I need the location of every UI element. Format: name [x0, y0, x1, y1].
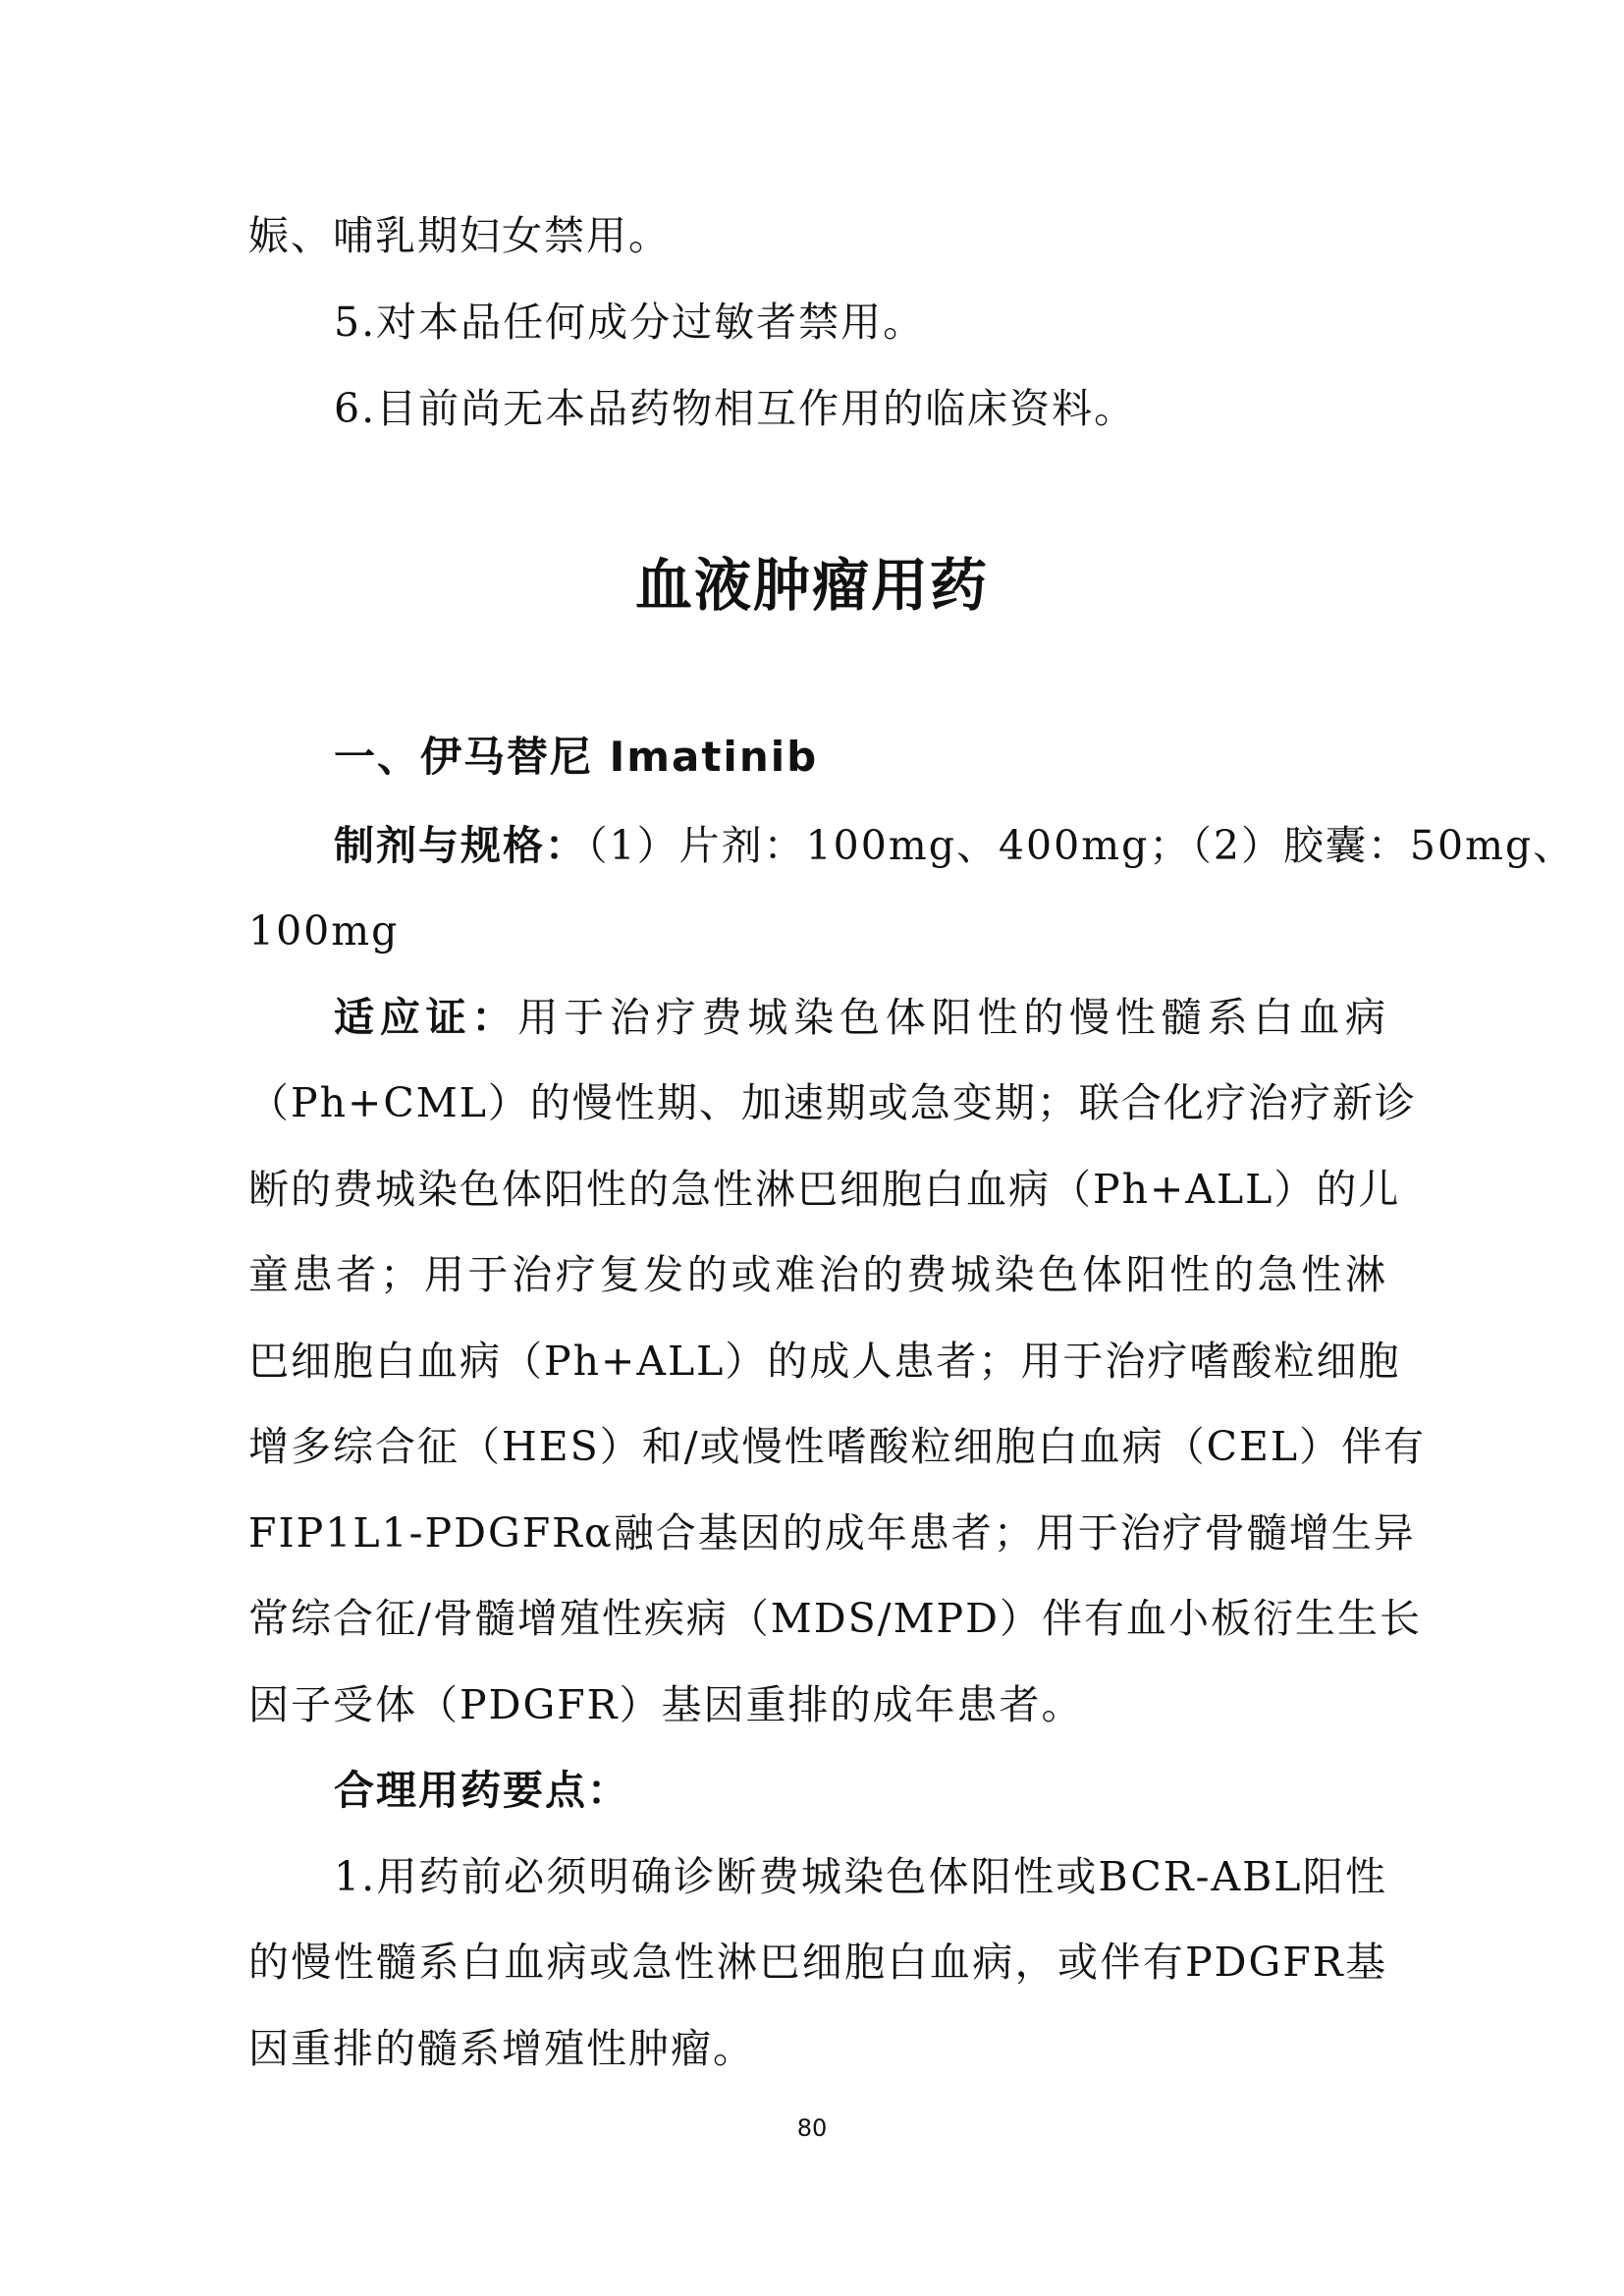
- rational-use-line: 1.用药前必须明确诊断费城染色体阳性或BCR-ABL阳性: [334, 1853, 1387, 1900]
- rational-use-heading: 合理用药要点：: [334, 1767, 629, 1814]
- contraindication-item-5: 5.对本品任何成分过敏者禁用。: [334, 299, 926, 346]
- rational-use-line: 的慢性髓系白血病或急性淋巴细胞白血病，或伴有PDGFR基: [248, 1939, 1387, 1986]
- indication-line: 童患者；用于治疗复发的或难治的费城染色体阳性的急性淋: [248, 1251, 1387, 1298]
- indication-line: 增多综合征（HES）和/或慢性嗜酸粒细胞白血病（CEL）伴有: [248, 1423, 1427, 1470]
- rational-use-line: 因重排的髓系增殖性肿瘤。: [248, 2025, 755, 2072]
- continuation-line: 娠、哺乳期妇女禁用。: [248, 212, 671, 259]
- indication-line: 因子受体（PDGFR）基因重排的成年患者。: [248, 1681, 1084, 1728]
- indication-line: 断的费城染色体阳性的急性淋巴细胞白血病（Ph+ALL）的儿: [248, 1166, 1401, 1213]
- indication-label: 适应证：: [334, 994, 518, 1041]
- formulation-paragraph: [334, 816, 1576, 875]
- indication-line: FIP1L1-PDGFRα融合基因的成年患者；用于治疗骨髓增生异: [248, 1509, 1416, 1557]
- page-number: 80: [796, 2114, 828, 2142]
- drug-title: 一、伊马替尼 Imatinib: [334, 733, 819, 781]
- indication-line: （Ph+CML）的慢性期、加速期或急变期；联合化疗治疗新诊: [248, 1079, 1417, 1126]
- indication-paragraph: [334, 988, 1387, 1047]
- contraindication-item-6: 6.目前尚无本品药物相互作用的临床资料。: [334, 385, 1137, 432]
- indication-line: 巴细胞白血病（Ph+ALL）的成人患者；用于治疗嗜酸粒细胞: [248, 1338, 1401, 1385]
- formulation-text: （1）片剂：100mg、400mg；（2）胶囊：50mg、: [587, 822, 1576, 869]
- formulation-continuation: 100mg: [248, 907, 400, 955]
- indication-text: 用于治疗费城染色体阳性的慢性髓系白血病: [517, 994, 1388, 1041]
- formulation-label: 制剂与规格：: [334, 822, 587, 869]
- section-title: 血液肿瘤用药: [634, 552, 989, 619]
- indication-line: 常综合征/骨髓增殖性疾病（MDS/MPD）伴有血小板衍生生长: [248, 1595, 1423, 1642]
